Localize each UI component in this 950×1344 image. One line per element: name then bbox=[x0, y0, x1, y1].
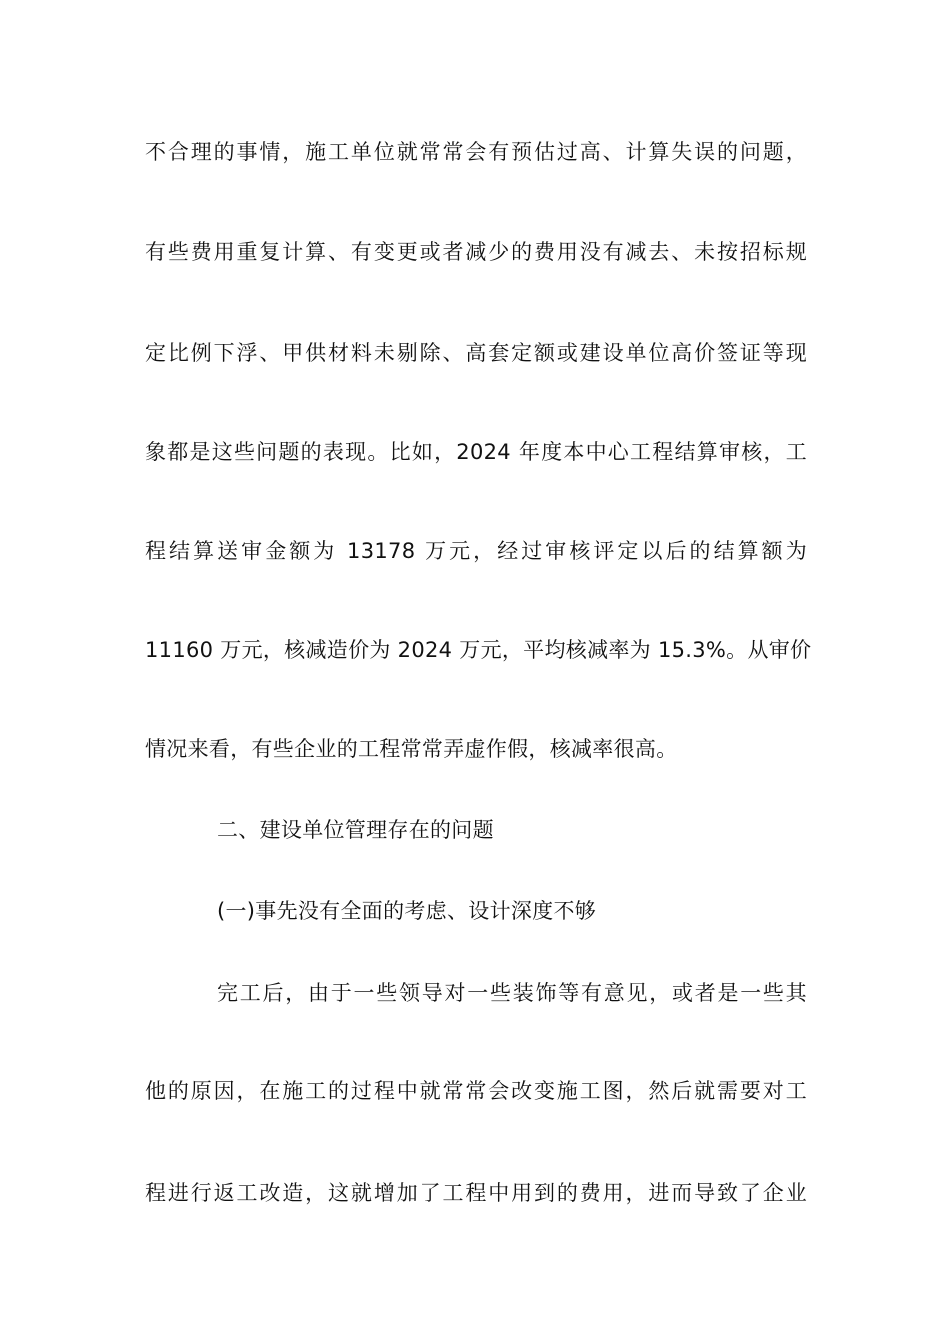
paragraph-line: 不合理的事情，施工单位就常常会有预估过高、计算失误的问题， bbox=[145, 140, 807, 164]
paragraph2-line: 完工后，由于一些领导对一些装饰等有意见，或者是一些其 bbox=[217, 981, 807, 1005]
paragraph-line: 有些费用重复计算、有变更或者减少的费用没有减去、未按招标规 bbox=[145, 240, 807, 264]
paragraph-line: 程结算送审金额为 13178 万元，经过审核评定以后的结算额为 bbox=[145, 539, 807, 563]
paragraph2-line: 他的原因，在施工的过程中就常常会改变施工图，然后就需要对工 bbox=[145, 1079, 807, 1103]
paragraph-line: 象都是这些问题的表现。比如，2024 年度本中心工程结算审核，工 bbox=[145, 440, 807, 464]
paragraph-line-last: 情况来看，有些企业的工程常常弄虚作假，核减率很高。 bbox=[145, 737, 678, 761]
paragraph2-line: 程进行返工改造，这就增加了工程中用到的费用，进而导致了企业 bbox=[145, 1181, 807, 1205]
subsection-heading: (一)事先没有全面的考虑、设计深度不够 bbox=[217, 899, 597, 923]
paragraph-line: 11160 万元，核减造价为 2024 万元，平均核减率为 15.3%。从审价 bbox=[145, 638, 812, 662]
section-heading: 二、建设单位管理存在的问题 bbox=[217, 818, 494, 842]
paragraph-line: 定比例下浮、甲供材料未剔除、高套定额或建设单位高价签证等现 bbox=[145, 341, 807, 365]
